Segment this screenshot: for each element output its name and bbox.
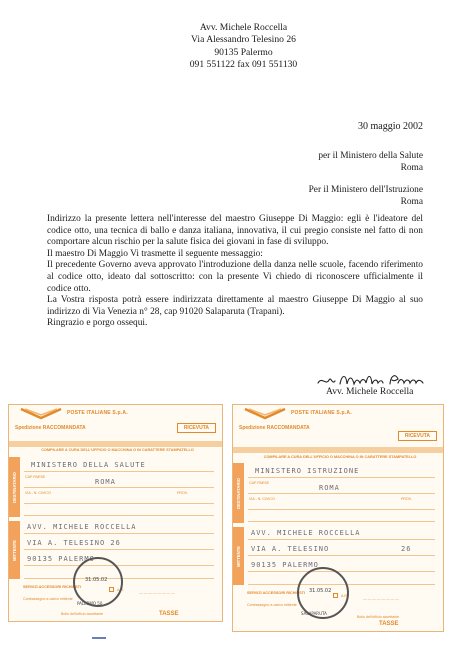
postmark-date: 31.05.02: [309, 588, 332, 594]
field-label: CAP PAESE: [249, 481, 270, 485]
option-ar-label: A.R.: [117, 588, 124, 592]
postmark-place: PALERMO 50: [77, 601, 103, 606]
paragraph-message: Il precedente Governo aveva approvato l'introduzione della danza nelle scuole, facendo riferimento al codice otto, ideato dal sottoscritto: con la presente Vi chiedo di riconoscere ufficialmente il codice otto.: [47, 260, 423, 294]
field-line: [248, 509, 435, 510]
mittente-tab: MITTENTE: [233, 527, 244, 585]
letter-date: 30 maggio 2002: [358, 121, 423, 132]
shipment-type: Spedizione RACCOMANDATA: [15, 425, 86, 431]
letter-body: [47, 214, 423, 330]
field-line: [248, 521, 435, 522]
handwritten-mitt-3: 90135 PALERMO: [251, 561, 319, 569]
amount-placeholder: — — — — — — — —: [139, 591, 175, 595]
poste-logo-icon: [19, 407, 63, 421]
field-line: [248, 493, 435, 494]
paragraph-reply: La Vostra risposta potrà essere indirizzata direttamente al maestro Giuseppe Di Maggio al suo indirizzo di Via Venezia n° 28, cap 91020 Salaparuta (Trapani).: [47, 295, 423, 317]
option-ar-label: A.R.: [341, 594, 348, 598]
services-heading: SERVIZI ACCESSORI RICHIESTI: [247, 591, 306, 595]
field-label: PROV.: [401, 497, 412, 501]
shipment-type: Spedizione RACCOMANDATA: [239, 425, 310, 431]
field-line: [24, 503, 214, 504]
field-line: [24, 471, 214, 472]
field-label: PROV.: [177, 491, 188, 495]
fill-instructions: COMPILARE A CURA DELL'UFFICIO O MACCHINA O IN CARATTERE STAMPATELLO: [41, 448, 194, 452]
handwritten-number: 26: [401, 545, 412, 553]
field-label: VIA - N. CIVICO: [249, 497, 275, 501]
bollo-label: Bollo dell'ufficio accettante: [61, 612, 104, 616]
header-bar: [233, 447, 443, 453]
paragraph-message-intro: Il maestro Di Maggio Vi trasmette il seguente messaggio:: [47, 248, 263, 259]
recipient-city: Roma: [400, 163, 423, 173]
bollo-label: Bollo dell'ufficio accettante: [357, 615, 400, 619]
destinatario-tab: DESTINATARIO: [9, 457, 20, 517]
poste-brand: POSTE ITALIANE S.p.A.: [67, 410, 128, 416]
recipient-health: [318, 150, 423, 174]
handwritten-dest-1: MINISTERO ISTRUZIONE: [255, 467, 360, 475]
sender-address: [0, 22, 457, 72]
option-contrassegno: Contrassegno a carico mittente: [23, 597, 73, 601]
handwritten-dest-2: ROMA: [319, 484, 340, 492]
field-line: [248, 477, 435, 478]
sender-city: 90135 Palermo: [214, 46, 273, 58]
postmark-date: 31.05.02: [85, 577, 108, 583]
paragraph-closing: Ringrazio e porgo ossequi.: [47, 318, 148, 329]
fill-instructions: COMPILARE A CURA DELL'UFFICIO O MACCHINA O IN CARATTERE STAMPATELLO: [263, 455, 417, 459]
mittente-tab: MITTENTE: [9, 521, 20, 579]
recipient-line: per il Ministero della Salute: [318, 151, 423, 161]
poste-brand: POSTE ITALIANE S.p.A.: [291, 410, 352, 416]
field-line: [24, 533, 214, 534]
option-contrassegno: Contrassegno a carico mittente: [247, 603, 297, 607]
postmark-place: SALAPARUTA: [301, 611, 327, 616]
handwritten-mitt-2: VIA A. TELESINO: [251, 545, 330, 553]
paragraph-intro: Indirizzo la presente lettera nell'interesse del maestro Giuseppe Di Maggio: egli è l'ideatore del codice otto, una tecnica di ballo e danza italiana, innovativa, il cui pregio consiste nel fatto di non comportare alcun rischio per la salute fisica dei giovani in fase di sviluppo.: [47, 214, 423, 248]
handwritten-mitt-1: AVV. MICHELE ROCCELLA: [251, 529, 361, 537]
recipient-education: [309, 184, 423, 208]
receipt-left: [8, 404, 223, 622]
handwritten-dest-2: ROMA: [95, 478, 116, 486]
destinatario-tab: DESTINATARIO: [233, 463, 244, 523]
poste-logo-icon: [243, 407, 287, 421]
field-line: [24, 515, 214, 516]
receipt-right: [232, 404, 444, 632]
amount-placeholder: — — — — — — — —: [363, 597, 399, 601]
tasse-label: TASSE: [159, 611, 179, 617]
services-heading: SERVIZI ACCESSORI RICHIESTI: [23, 585, 82, 589]
recipient-city: Roma: [400, 197, 423, 207]
field-line: [248, 571, 435, 572]
ink-mark: [92, 637, 106, 639]
handwritten-mitt-2: VIA A. TELESINO 26: [27, 539, 121, 547]
field-line: [24, 487, 214, 488]
handwritten-mitt-1: AVV. MICHELE ROCCELLA: [27, 523, 137, 531]
handwritten-mitt-3: 90135 PALERMO: [27, 555, 95, 563]
signature-name: Avv. Michele Roccella: [326, 386, 414, 397]
handwritten-dest-1: MINISTERO DELLA SALUTE: [31, 461, 146, 469]
sender-name: Avv. Michele Roccella: [199, 22, 288, 33]
sender-street: Via Alessandro Telesino 26: [191, 34, 296, 46]
ricevuta-label: RICEVUTA: [177, 423, 216, 433]
recipient-line: Per il Ministero dell'Istruzione: [308, 185, 423, 195]
field-label: VIA - N. CIVICO: [25, 491, 51, 495]
field-line: [24, 549, 214, 550]
field-label: CAP PAESE: [25, 475, 46, 479]
tasse-label: TASSE: [379, 621, 399, 627]
sender-phone: 091 551122 fax 091 551130: [189, 59, 298, 71]
ricevuta-label: RICEVUTA: [398, 431, 437, 441]
field-line: [24, 565, 214, 566]
header-bar: [9, 441, 222, 447]
field-line: [248, 555, 435, 556]
field-line: [248, 539, 435, 540]
